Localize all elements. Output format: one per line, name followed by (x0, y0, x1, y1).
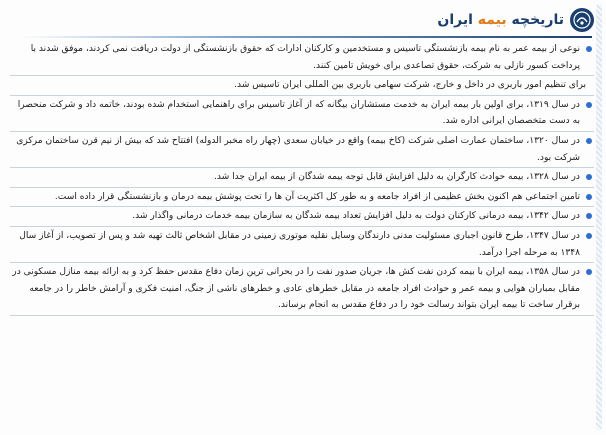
list-item-text: در سال ۱۳۱۹، برای اولین بار بیمه ایران به خدمت مستشاران بیگانه که از آغاز تاسیس برای راهنمایی استخدام شده بودند، خاتمه داد و شرکت منحصرا به دست متخصصان ایرانی اداره شد. (17, 99, 580, 127)
list-item (10, 188, 594, 208)
list-item (10, 40, 594, 76)
title-end: ایران (437, 12, 473, 28)
list-item (10, 132, 594, 168)
list-item-text: نوعی از بیمه عمر به نام بیمه بازنشستگی تاسیس و مستخدمین و کارکنان ادارات که حقوق بازنشستگی از دولت دریافت نمی کردند، موفق شدند با پرداخت کسور نازلی به شرکت، حقوق تصاعدی برای خویش تامین کنند. (30, 44, 580, 71)
list-item-text: در سال ۱۳۲۸، بیمه حوادث کارگران به دلیل افزایش قابل توجه بیمه شدگان از بیمه ایران جدا شد. (213, 172, 580, 183)
title-main: تاریخچه (511, 12, 564, 28)
list-item-text: در سال ۱۳۵۸، بیمه ایران با بیمه کردن نفت کش ها، جریان صدور نفت را در بحرانی ترین زمان دفاع مقدس حفظ کرد و به ارائه بیمه منازل مسکونی در مقابل بمباران هوایی و بیمه عمر و حوادث افراد جامعه در مقابل خطرهای عادی و خطرهای ناشی از جنگ، امنیت فکری و آرامش خاطر را در جامعه برقرار ساخت تا بیمه ایران بتواند رسالت خود را در دفاع مقدس به انجام برساند. (12, 267, 580, 311)
list-item-text: در سال ۱۳۴۲، بیمه درمانی کارکنان دولت به دلیل افزایش تعداد بیمه شدگان به سازمان بیمه خدمات درمانی واگذار شد. (132, 211, 580, 222)
title-accent: بیمه (477, 12, 507, 28)
bullet-icon (586, 46, 592, 52)
list-item (10, 263, 594, 316)
bullet-icon (586, 213, 592, 219)
list-item (10, 207, 594, 227)
bullet-icon (586, 233, 592, 239)
page-title (437, 12, 564, 28)
history-list (10, 40, 594, 316)
list-item-text: تامین اجتماعی هم اکنون بخش عظیمی از افراد جامعه و به طور کل اکثریت آن ها را تحت پوشش بیمه درمان و بازنشستگی قرار داده است. (54, 191, 580, 202)
list-item (10, 96, 594, 132)
list-item (10, 227, 594, 263)
list-item-text: برای تنظیم امور باربری در داخل و خارج، شرکت سهامی باربری بین المللی ایران تاسیس شد. (234, 80, 586, 91)
list-item (10, 168, 594, 188)
bullet-icon (586, 138, 592, 144)
bullet-icon (586, 174, 592, 180)
bullet-icon (586, 102, 592, 108)
bullet-icon (586, 269, 592, 275)
logo-emblem-icon (572, 10, 592, 30)
institution-logo-icon (570, 8, 594, 32)
list-item-text: در سال ۱۳۲۰، ساختمان عمارت اصلی شرکت (کاخ بیمه) واقع در خیابان سعدی (چهار راه مخبر الدوله) افتتاح شد که بیش از نیم قرن ساختمان مرکزی شرکت بود. (16, 135, 580, 163)
bullet-icon (586, 194, 592, 200)
header-divider (14, 36, 592, 38)
list-item-text: در سال ۱۳۴۷، طرح قانون اجباری مسئولیت مدنی دارندگان وسایل نقلیه موتوری زمینی در مقابل اشخاص ثالث تهیه شد و پس از تصویب، از آغاز سال ۱۳۴۸ به مرحله اجرا درآمد. (19, 230, 580, 258)
page-header (437, 6, 594, 34)
list-item (10, 76, 594, 96)
decorative-border (596, 4, 602, 430)
